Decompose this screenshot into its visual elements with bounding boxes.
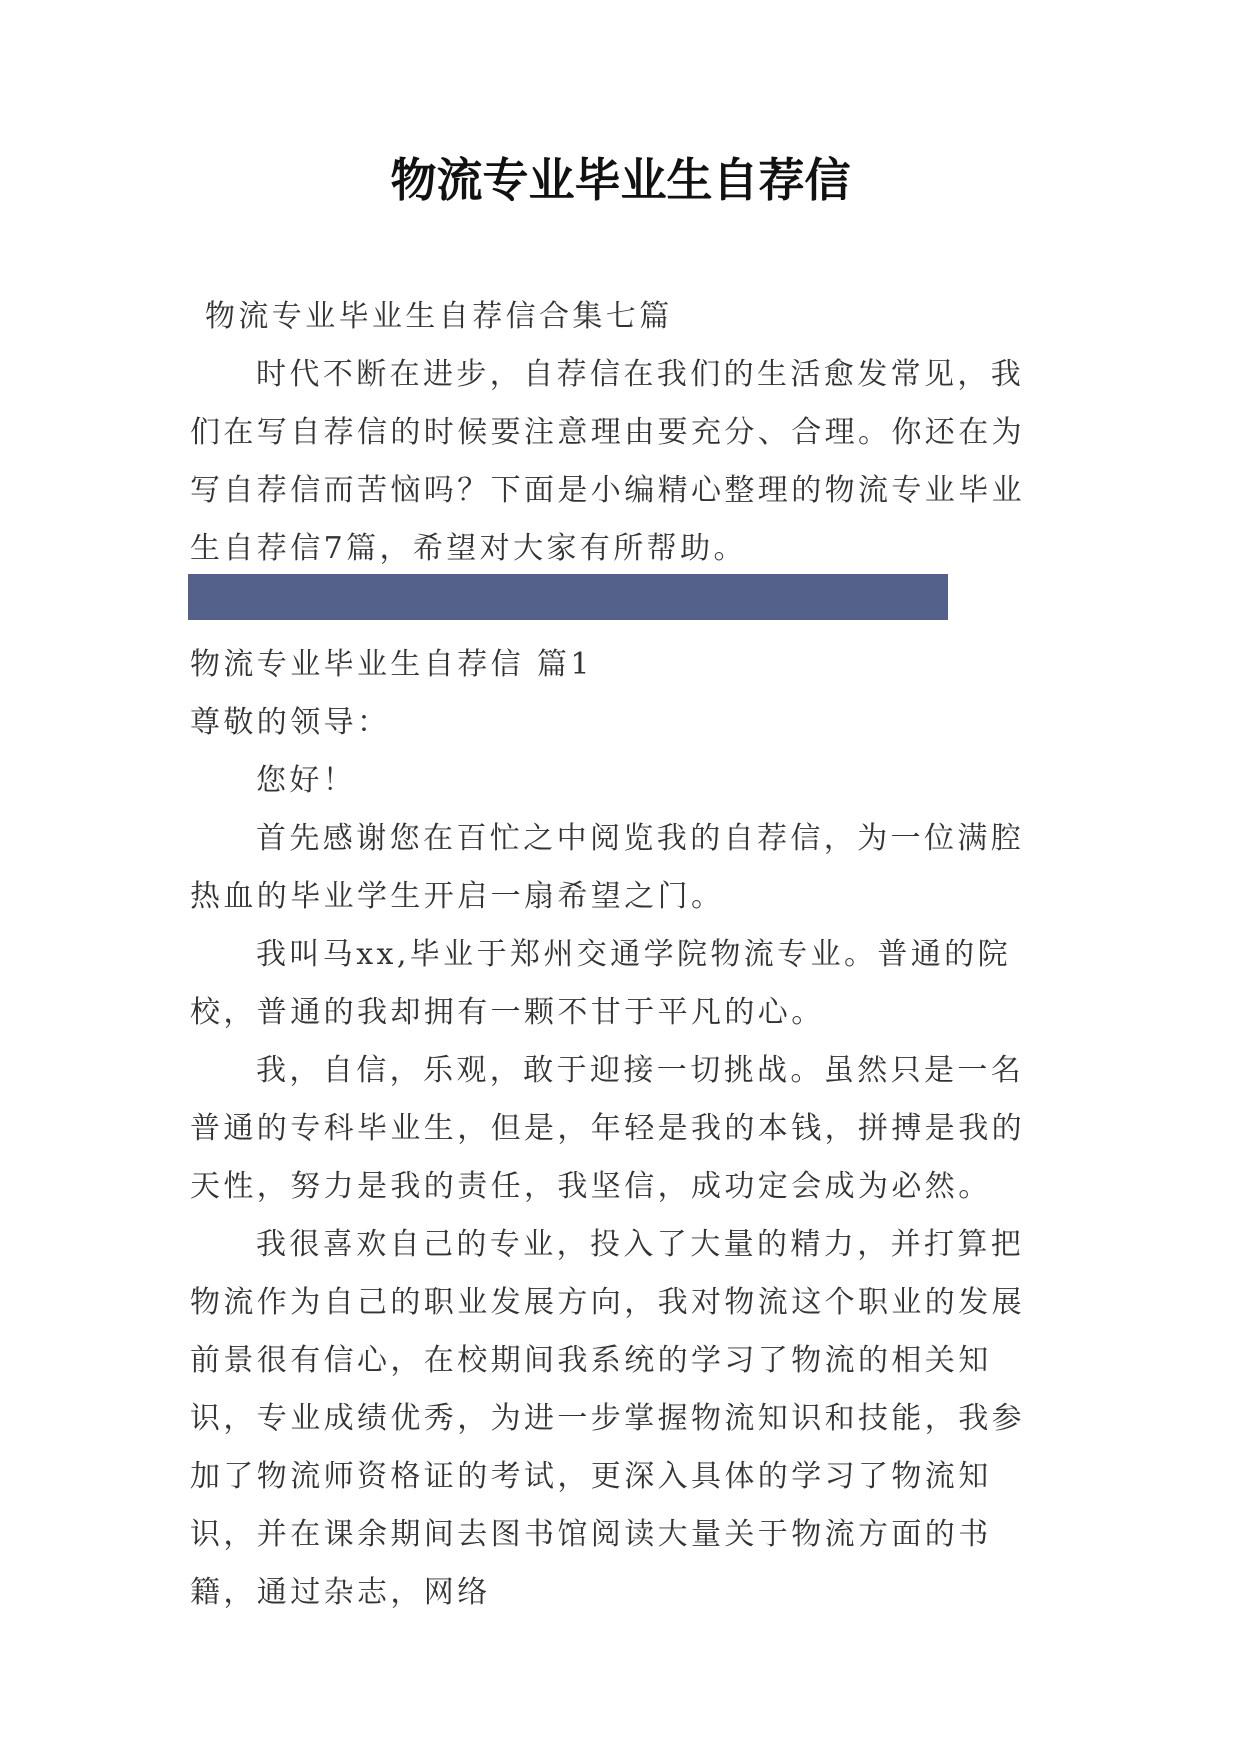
letter-paragraph-1: 首先感谢您在百忙之中阅览我的自荐信，为一位满腔热血的毕业学生开启一扇希望之门。 bbox=[190, 821, 1025, 914]
section-heading: 物流专业毕业生自荐信 篇1 bbox=[190, 647, 593, 682]
intro-paragraph: 时代不断在进步，自荐信在我们的生活愈发常见，我们在写自荐信的时候要注意理由要充分、合理。你还在为写自荐信而苦恼吗？下面是小编精心整理的物流专业毕业生自荐信7篇，希望对大家有所帮助。 bbox=[190, 357, 1025, 566]
letter-paragraph-4: 我很喜欢自己的专业，投入了大量的精力，并打算把物流作为自己的职业发展方向，我对物流这个职业的发展前景很有信心，在校期间我系统的学习了物流的相关知识，专业成绩优秀，为进一步掌握物流知识和技能，我参加了物流师资格证的考试，更深入具体的学习了物流知识，并在课余期间去图书馆阅读大量关于物流方面的书籍，通过杂志，网络 bbox=[190, 1227, 1025, 1610]
banner-bar bbox=[188, 574, 948, 620]
greeting: 您好！ bbox=[256, 763, 357, 798]
document-subtitle: 物流专业毕业生自荐信合集七篇 bbox=[205, 299, 673, 334]
letter-paragraph-2: 我叫马xx,毕业于郑州交通学院物流专业。普通的院校，普通的我却拥有一颗不甘于平凡的心。 bbox=[190, 937, 1011, 1030]
document-title: 物流专业毕业生自荐信 bbox=[390, 153, 851, 207]
salutation: 尊敬的领导： bbox=[190, 705, 391, 740]
letter-paragraph-3: 我，自信，乐观，敢于迎接一切挑战。虽然只是一名普通的专科毕业生，但是，年轻是我的本钱，拼搏是我的天性，努力是我的责任，我坚信，成功定会成为必然。 bbox=[190, 1053, 1025, 1204]
